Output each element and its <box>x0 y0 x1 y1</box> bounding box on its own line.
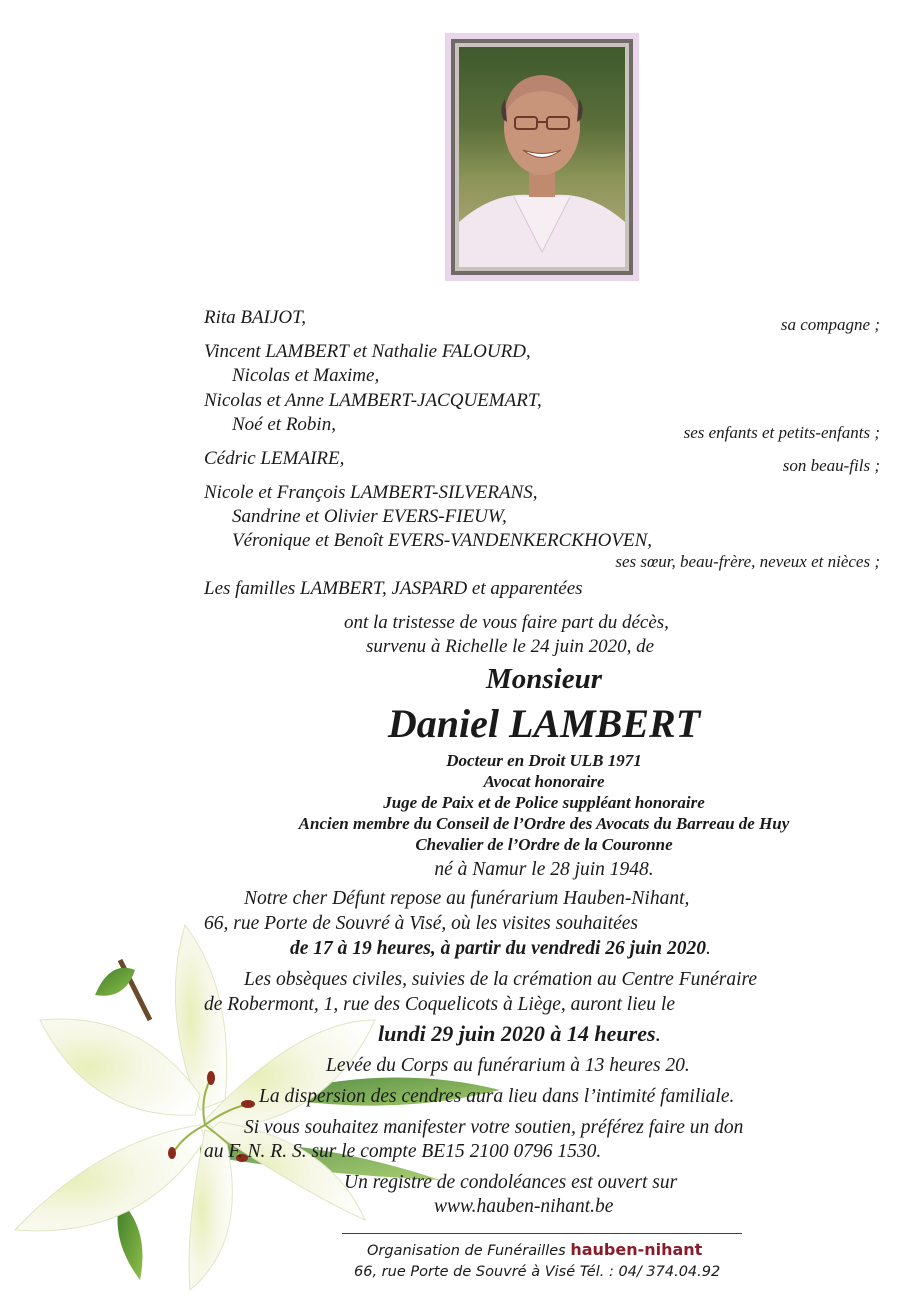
donation-line: Si vous souhaitez manifester votre soutien, préférez faire un don <box>244 1117 744 1138</box>
family-line: Nicolas et Maxime, <box>232 365 380 386</box>
visits-line: 66, rue Porte de Souvré à Visé, où les visites souhaitées <box>204 913 638 934</box>
civility-title: Monsieur <box>485 663 603 695</box>
funeral-date-end: . <box>655 1021 662 1046</box>
announcement-line: ont la tristesse de vous faire part du décès, <box>344 612 669 633</box>
family-relation: son beau-fils ; <box>782 456 880 475</box>
footer-address: 66, rue Porte de Souvré à Visé Tél. : 04/ 374.04.92 <box>354 1264 721 1280</box>
footer-divider <box>342 1233 742 1234</box>
birth-line: né à Namur le 28 juin 1948. <box>434 859 654 880</box>
portrait-photo <box>459 47 625 267</box>
qualification-line: Ancien membre du Conseil de l’Ordre des Avocats du Barreau de Huy <box>298 814 790 833</box>
visits-line: Notre cher Défunt repose au funérarium Hauben-Nihant, <box>244 888 690 909</box>
family-relation: ses enfants et petits-enfants ; <box>683 423 880 442</box>
qualification-line: Docteur en Droit ULB 1971 <box>446 751 642 770</box>
family-line: Les familles LAMBERT, JASPARD et apparentées <box>204 578 583 599</box>
family-line: Vincent LAMBERT et Nathalie FALOURD, <box>204 341 531 362</box>
registry-url[interactable]: www.hauben-nihant.be <box>434 1196 614 1217</box>
family-line: Noé et Robin, <box>232 414 336 435</box>
family-line: Rita BAIJOT, <box>204 307 307 328</box>
qualification-line: Chevalier de l’Ordre de la Couronne <box>415 835 673 854</box>
dispersion-line: La dispersion des cendres aura lieu dans l’intimité familiale. <box>259 1086 735 1107</box>
announcement-line: survenu à Richelle le 24 juin 2020, de <box>366 636 655 657</box>
funeral-date-text: lundi 29 juin 2020 à 14 heures <box>378 1021 656 1046</box>
registry-line: Un registre de condoléances est ouvert sur <box>344 1172 678 1193</box>
family-relation: sa compagne ; <box>780 315 880 334</box>
family-relation: ses sœur, beau-frère, neveux et nièces ; <box>615 552 880 571</box>
funeral-date <box>378 1021 661 1047</box>
footer-org-label: Organisation de Funérailles <box>367 1243 566 1259</box>
funeral-line: de Robermont, 1, rue des Coquelicots à Liège, auront lieu le <box>204 994 675 1015</box>
family-line: Nicolas et Anne LAMBERT-JACQUEMART, <box>204 390 542 411</box>
deceased-name: Daniel LAMBERT <box>387 701 701 746</box>
family-line: Sandrine et Olivier EVERS-FIEUW, <box>232 506 507 527</box>
family-line: Nicole et François LAMBERT-SILVERANS, <box>204 482 538 503</box>
funeral-line: Les obsèques civiles, suivies de la crémation au Centre Funéraire <box>244 969 758 990</box>
visits-hours <box>290 938 711 960</box>
family-line: Véronique et Benoît EVERS-VANDENKERCKHOVEN, <box>232 530 653 551</box>
qualification-line: Juge de Paix et de Police suppléant honoraire <box>383 793 705 812</box>
portrait-frame <box>445 33 639 281</box>
footer-organisation <box>367 1240 702 1259</box>
portrait-illustration <box>459 47 625 267</box>
portrait-border <box>451 39 633 275</box>
donation-line: au F. N. R. S. sur le compte BE15 2100 0796 1530. <box>204 1141 602 1162</box>
visits-hours-end: . <box>706 938 711 959</box>
qualification-line: Avocat honoraire <box>483 772 605 791</box>
levee-line: Levée du Corps au funérarium à 13 heures 20. <box>326 1055 690 1076</box>
brand-logo-text: hauben-nihant <box>570 1240 703 1259</box>
family-line: Cédric LEMAIRE, <box>204 448 345 469</box>
visits-hours-text: de 17 à 19 heures, à partir du vendredi 26 juin 2020 <box>290 938 707 959</box>
